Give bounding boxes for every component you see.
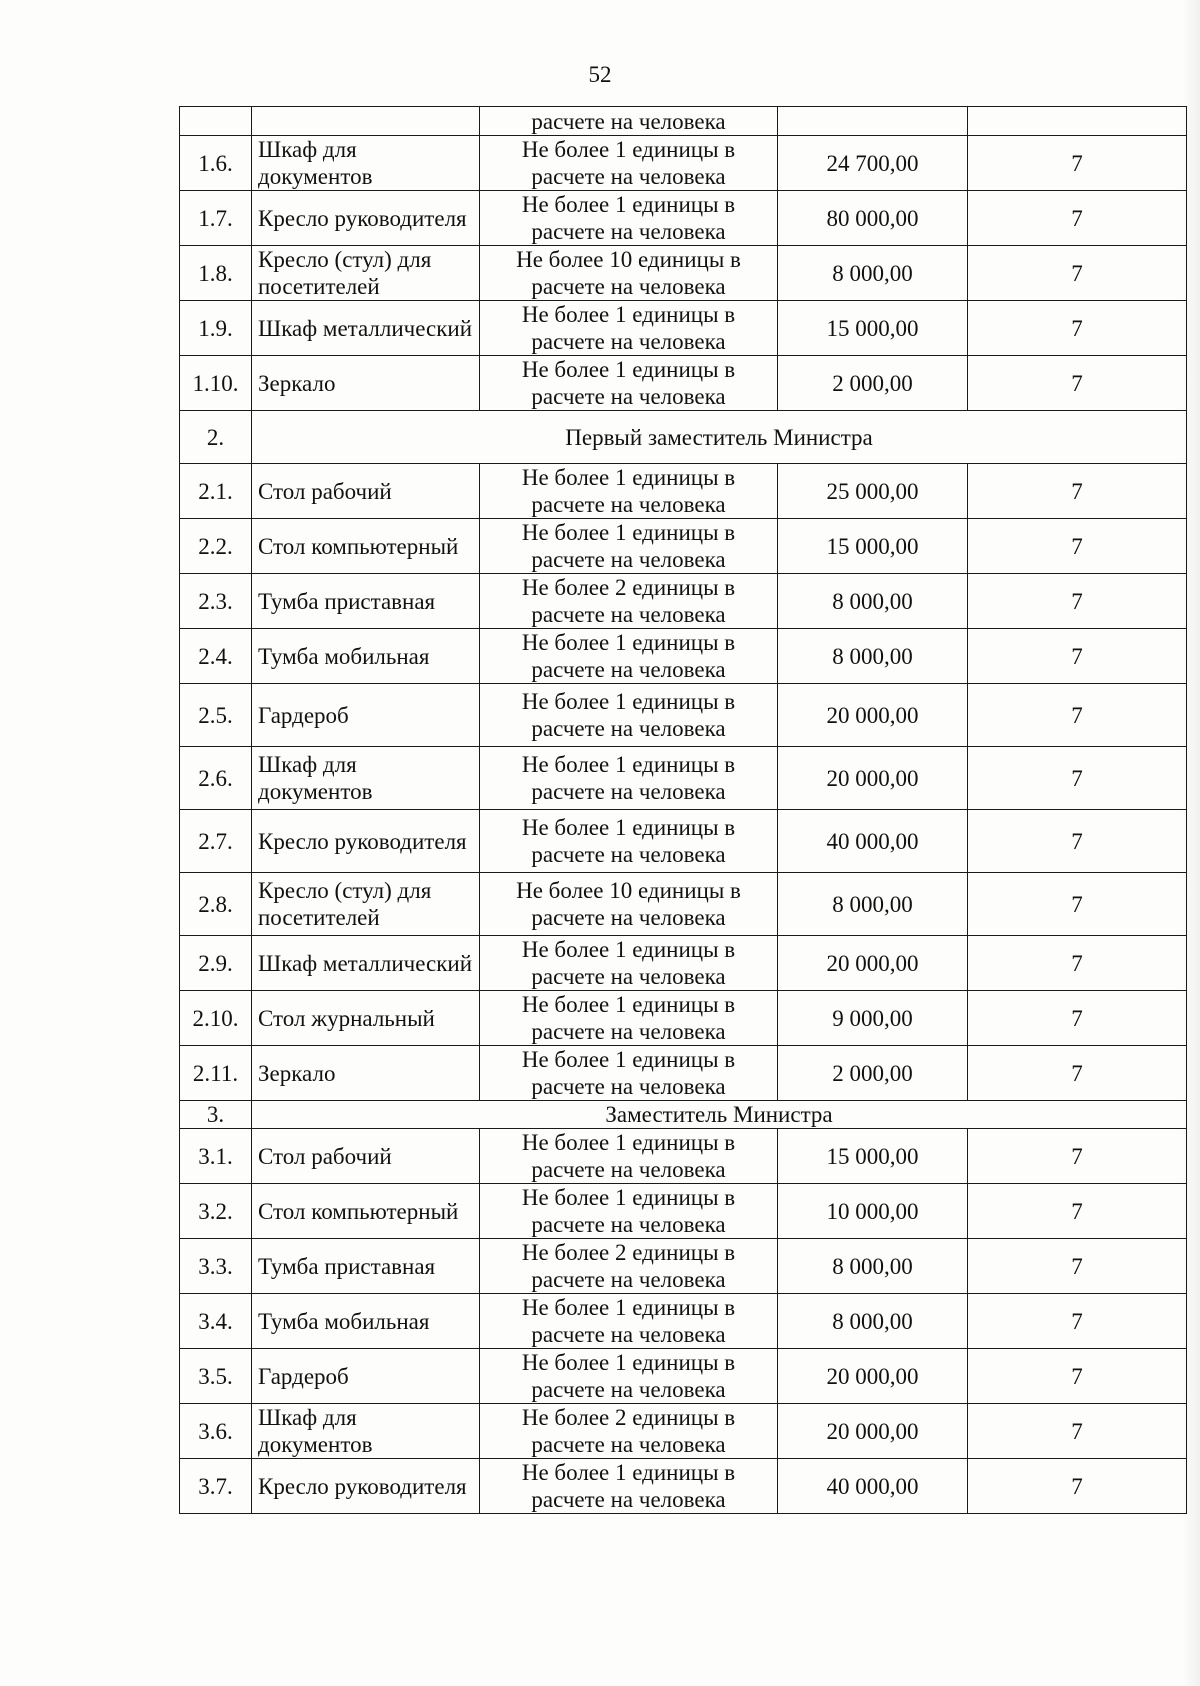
cell-quantity: Не более 1 единицы в расчете на человека bbox=[480, 1046, 778, 1101]
cell-name: Кресло руководителя bbox=[252, 810, 480, 873]
cell-number: 2.2. bbox=[180, 519, 252, 574]
cell-quantity: Не более 1 единицы в расчете на человека bbox=[480, 747, 778, 810]
table-row bbox=[180, 574, 1187, 629]
cell-name: Шкаф для документов bbox=[252, 747, 480, 810]
cell-price: 15 000,00 bbox=[778, 301, 968, 356]
table-row bbox=[180, 191, 1187, 246]
cell-years: 7 bbox=[968, 936, 1187, 991]
cell-price: 9 000,00 bbox=[778, 991, 968, 1046]
scan-edge-shadow bbox=[1182, 0, 1200, 1686]
cell-quantity: Не более 2 единицы в расчете на человека bbox=[480, 1239, 778, 1294]
cell-number: 3.7. bbox=[180, 1459, 252, 1514]
cell-price: 20 000,00 bbox=[778, 747, 968, 810]
cell-name: Шкаф для документов bbox=[252, 136, 480, 191]
cell-number: 3. bbox=[180, 1101, 252, 1129]
cell-number: 2.5. bbox=[180, 684, 252, 747]
cell-name: Гардероб bbox=[252, 684, 480, 747]
table-row bbox=[180, 991, 1187, 1046]
cell-quantity: Не более 10 единицы в расчете на человека bbox=[480, 246, 778, 301]
table-row bbox=[180, 1184, 1187, 1239]
cell-number: 3.6. bbox=[180, 1404, 252, 1459]
cell-quantity: Не более 1 единицы в расчете на человека bbox=[480, 356, 778, 411]
cell-years: 7 bbox=[968, 136, 1187, 191]
table-row bbox=[180, 873, 1187, 936]
table-row bbox=[180, 464, 1187, 519]
cell-years: 7 bbox=[968, 747, 1187, 810]
table-row bbox=[180, 936, 1187, 991]
cell-price: 8 000,00 bbox=[778, 629, 968, 684]
cell-name: Стол журнальный bbox=[252, 991, 480, 1046]
cell-years: 7 bbox=[968, 1184, 1187, 1239]
cell-years: 7 bbox=[968, 246, 1187, 301]
table-row bbox=[180, 747, 1187, 810]
cell-quantity: Не более 2 единицы в расчете на человека bbox=[480, 1404, 778, 1459]
cell-years: 7 bbox=[968, 301, 1187, 356]
cell-years: 7 bbox=[968, 1349, 1187, 1404]
cell-quantity: Не более 1 единицы в расчете на человека bbox=[480, 1459, 778, 1514]
cell-name: Зеркало bbox=[252, 1046, 480, 1101]
cell-quantity: Не более 1 единицы в расчете на человека bbox=[480, 991, 778, 1046]
cell-name: Тумба приставная bbox=[252, 1239, 480, 1294]
table-row bbox=[180, 629, 1187, 684]
cell-price: 40 000,00 bbox=[778, 810, 968, 873]
cell-name: Кресло (стул) для посетителей bbox=[252, 873, 480, 936]
cell-price: 20 000,00 bbox=[778, 1349, 968, 1404]
cell-name: Стол рабочий bbox=[252, 1129, 480, 1184]
cell-number: 2.4. bbox=[180, 629, 252, 684]
cell-quantity: Не более 1 единицы в расчете на человека bbox=[480, 519, 778, 574]
table-row bbox=[180, 1349, 1187, 1404]
cell-price: 8 000,00 bbox=[778, 1239, 968, 1294]
cell-quantity: расчете на человека bbox=[480, 107, 778, 136]
cell-price: 8 000,00 bbox=[778, 246, 968, 301]
cell-price: 8 000,00 bbox=[778, 1294, 968, 1349]
cell-name: Тумба приставная bbox=[252, 574, 480, 629]
table-row bbox=[180, 136, 1187, 191]
cell-number: 2.6. bbox=[180, 747, 252, 810]
page-number: 52 bbox=[588, 62, 612, 87]
table-row bbox=[180, 810, 1187, 873]
cell-name: Кресло руководителя bbox=[252, 191, 480, 246]
cell-years: 7 bbox=[968, 191, 1187, 246]
cell-price: 20 000,00 bbox=[778, 684, 968, 747]
cell-number: 2.11. bbox=[180, 1046, 252, 1101]
section-title: Заместитель Министра bbox=[252, 1101, 1187, 1129]
cell-years: 7 bbox=[968, 1129, 1187, 1184]
cell-name: Шкаф металлический bbox=[252, 301, 480, 356]
cell-number: 1.10. bbox=[180, 356, 252, 411]
table-row bbox=[180, 1294, 1187, 1349]
table-row bbox=[180, 246, 1187, 301]
cell-number: 1.8. bbox=[180, 246, 252, 301]
cell-price: 8 000,00 bbox=[778, 873, 968, 936]
table-row bbox=[180, 1046, 1187, 1101]
cell-name bbox=[252, 107, 480, 136]
cell-number: 3.1. bbox=[180, 1129, 252, 1184]
cell-number: 3.4. bbox=[180, 1294, 252, 1349]
cell-number: 2. bbox=[180, 411, 252, 464]
cell-name: Гардероб bbox=[252, 1349, 480, 1404]
cell-years: 7 bbox=[968, 356, 1187, 411]
cell-price: 80 000,00 bbox=[778, 191, 968, 246]
cell-name: Шкаф металлический bbox=[252, 936, 480, 991]
cell-quantity: Не более 1 единицы в расчете на человека bbox=[480, 1129, 778, 1184]
cell-price: 2 000,00 bbox=[778, 1046, 968, 1101]
section-row bbox=[180, 411, 1187, 464]
table-body bbox=[180, 107, 1187, 1514]
cell-quantity: Не более 1 единицы в расчете на человека bbox=[480, 1184, 778, 1239]
cell-number: 3.2. bbox=[180, 1184, 252, 1239]
cell-quantity: Не более 1 единицы в расчете на человека bbox=[480, 464, 778, 519]
cell-quantity: Не более 1 единицы в расчете на человека bbox=[480, 1294, 778, 1349]
table-row bbox=[180, 356, 1187, 411]
cell-number: 2.8. bbox=[180, 873, 252, 936]
table-row bbox=[180, 301, 1187, 356]
cell-number: 1.6. bbox=[180, 136, 252, 191]
cell-name: Зеркало bbox=[252, 356, 480, 411]
cell-number: 2.7. bbox=[180, 810, 252, 873]
table-row bbox=[180, 1239, 1187, 1294]
cell-name: Стол рабочий bbox=[252, 464, 480, 519]
cell-price: 15 000,00 bbox=[778, 519, 968, 574]
section-row bbox=[180, 1101, 1187, 1129]
cell-quantity: Не более 1 единицы в расчете на человека bbox=[480, 684, 778, 747]
cell-price: 20 000,00 bbox=[778, 1404, 968, 1459]
cell-price: 10 000,00 bbox=[778, 1184, 968, 1239]
cell-name: Кресло (стул) для посетителей bbox=[252, 246, 480, 301]
table-row bbox=[180, 684, 1187, 747]
cell-quantity: Не более 1 единицы в расчете на человека bbox=[480, 936, 778, 991]
cell-number bbox=[180, 107, 252, 136]
cell-years: 7 bbox=[968, 1459, 1187, 1514]
cell-quantity: Не более 1 единицы в расчете на человека bbox=[480, 1349, 778, 1404]
cell-quantity: Не более 1 единицы в расчете на человека bbox=[480, 629, 778, 684]
section-title: Первый заместитель Министра bbox=[252, 411, 1187, 464]
cell-name: Тумба мобильная bbox=[252, 1294, 480, 1349]
cell-years: 7 bbox=[968, 810, 1187, 873]
table-row bbox=[180, 1459, 1187, 1514]
cell-price: 25 000,00 bbox=[778, 464, 968, 519]
cell-price: 2 000,00 bbox=[778, 356, 968, 411]
table-row bbox=[180, 1129, 1187, 1184]
cell-price: 40 000,00 bbox=[778, 1459, 968, 1514]
cell-years: 7 bbox=[968, 519, 1187, 574]
cell-years: 7 bbox=[968, 464, 1187, 519]
cell-number: 2.3. bbox=[180, 574, 252, 629]
cell-years: 7 bbox=[968, 991, 1187, 1046]
cell-number: 1.9. bbox=[180, 301, 252, 356]
cell-price: 20 000,00 bbox=[778, 936, 968, 991]
cell-number: 2.9. bbox=[180, 936, 252, 991]
cell-name: Стол компьютерный bbox=[252, 519, 480, 574]
cell-years: 7 bbox=[968, 873, 1187, 936]
cell-quantity: Не более 2 единицы в расчете на человека bbox=[480, 574, 778, 629]
cell-years: 7 bbox=[968, 1404, 1187, 1459]
continued-row bbox=[180, 107, 1187, 136]
cell-number: 3.3. bbox=[180, 1239, 252, 1294]
cell-quantity: Не более 1 единицы в расчете на человека bbox=[480, 810, 778, 873]
furniture-norms-table bbox=[179, 106, 1187, 1514]
cell-quantity: Не более 1 единицы в расчете на человека bbox=[480, 301, 778, 356]
cell-name: Кресло руководителя bbox=[252, 1459, 480, 1514]
cell-quantity: Не более 10 единицы в расчете на человека bbox=[480, 873, 778, 936]
cell-price bbox=[778, 107, 968, 136]
cell-number: 1.7. bbox=[180, 191, 252, 246]
cell-name: Шкаф для документов bbox=[252, 1404, 480, 1459]
cell-number: 2.10. bbox=[180, 991, 252, 1046]
cell-price: 8 000,00 bbox=[778, 574, 968, 629]
cell-quantity: Не более 1 единицы в расчете на человека bbox=[480, 136, 778, 191]
table-row bbox=[180, 519, 1187, 574]
cell-price: 15 000,00 bbox=[778, 1129, 968, 1184]
cell-name: Тумба мобильная bbox=[252, 629, 480, 684]
cell-years: 7 bbox=[968, 1239, 1187, 1294]
cell-years: 7 bbox=[968, 1294, 1187, 1349]
cell-number: 3.5. bbox=[180, 1349, 252, 1404]
cell-name: Стол компьютерный bbox=[252, 1184, 480, 1239]
cell-number: 2.1. bbox=[180, 464, 252, 519]
cell-quantity: Не более 1 единицы в расчете на человека bbox=[480, 191, 778, 246]
cell-price: 24 700,00 bbox=[778, 136, 968, 191]
cell-years: 7 bbox=[968, 684, 1187, 747]
table-row bbox=[180, 1404, 1187, 1459]
cell-years: 7 bbox=[968, 1046, 1187, 1101]
cell-years bbox=[968, 107, 1187, 136]
cell-years: 7 bbox=[968, 629, 1187, 684]
cell-years: 7 bbox=[968, 574, 1187, 629]
